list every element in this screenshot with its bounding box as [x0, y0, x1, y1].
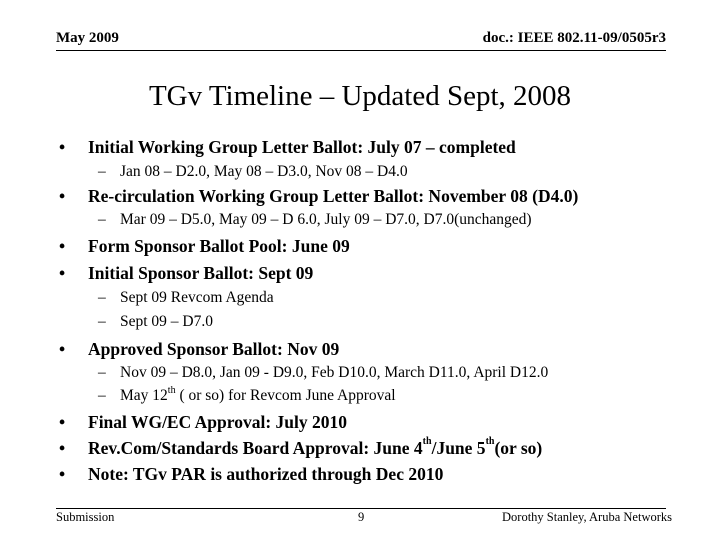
sub-bullet-text: Jan 08 – D2.0, May 08 – D3.0, Nov 08 – D4.0 — [120, 163, 408, 180]
bullet-text: Initial Sponsor Ballot: Sept 09 — [88, 263, 314, 283]
footer-submission: Submission — [56, 510, 115, 524]
sub-bullet-text: Nov 09 – D8.0, Jan 09 - D9.0, Feb D10.0, March D11.0, April D12.0 — [120, 364, 549, 381]
dash-icon: – — [98, 163, 106, 180]
bullet-icon: • — [59, 137, 66, 157]
sub-bullet-text: Sept 09 Revcom Agenda — [120, 289, 274, 306]
bullet-icon: • — [59, 438, 66, 458]
header-date: May 2009 — [56, 30, 119, 46]
sub-bullet-text: May 12th ( or so) for Revcom June Approval — [120, 385, 396, 404]
bullet-text: Rev.Com/Standards Board Approval: June 4th/June 5th(or so) — [88, 436, 543, 458]
dash-icon: – — [98, 364, 106, 381]
header-doc-id: doc.: IEEE 802.11-09/0505r3 — [482, 30, 666, 46]
bullet-icon: • — [59, 236, 66, 256]
dash-icon: – — [98, 313, 106, 330]
dash-icon: – — [98, 289, 106, 306]
header-rule — [56, 50, 666, 51]
bullet-icon: • — [59, 412, 66, 432]
dash-icon: – — [98, 387, 106, 404]
slide-title: TGv Timeline – Updated Sept, 2008 — [148, 80, 572, 112]
bullet-text: Note: TGv PAR is authorized through Dec 2010 — [88, 464, 444, 484]
bullet-icon: • — [59, 464, 66, 484]
sub-bullet-text: Mar 09 – D5.0, May 09 – D 6.0, July 09 – D7.0, D7.0(unchanged) — [120, 211, 532, 228]
page-number: 9 — [358, 510, 365, 524]
sub-bullet-text: Sept 09 – D7.0 — [120, 313, 213, 330]
bullet-icon: • — [59, 186, 66, 206]
bullet-icon: • — [59, 263, 66, 283]
dash-icon: – — [98, 211, 106, 228]
footer-rule — [56, 508, 666, 509]
bullet-text: Form Sponsor Ballot Pool: June 09 — [88, 236, 350, 256]
bullet-text: Final WG/EC Approval: July 2010 — [88, 412, 347, 432]
bullet-text: Re-circulation Working Group Letter Ballot: November 08 (D4.0) — [88, 186, 579, 206]
bullet-text: Initial Working Group Letter Ballot: July 07 – completed — [88, 137, 516, 157]
bullet-icon: • — [59, 339, 66, 359]
bullet-text: Approved Sponsor Ballot: Nov 09 — [88, 339, 340, 359]
footer-author: Dorothy Stanley, Aruba Networks — [502, 510, 672, 524]
